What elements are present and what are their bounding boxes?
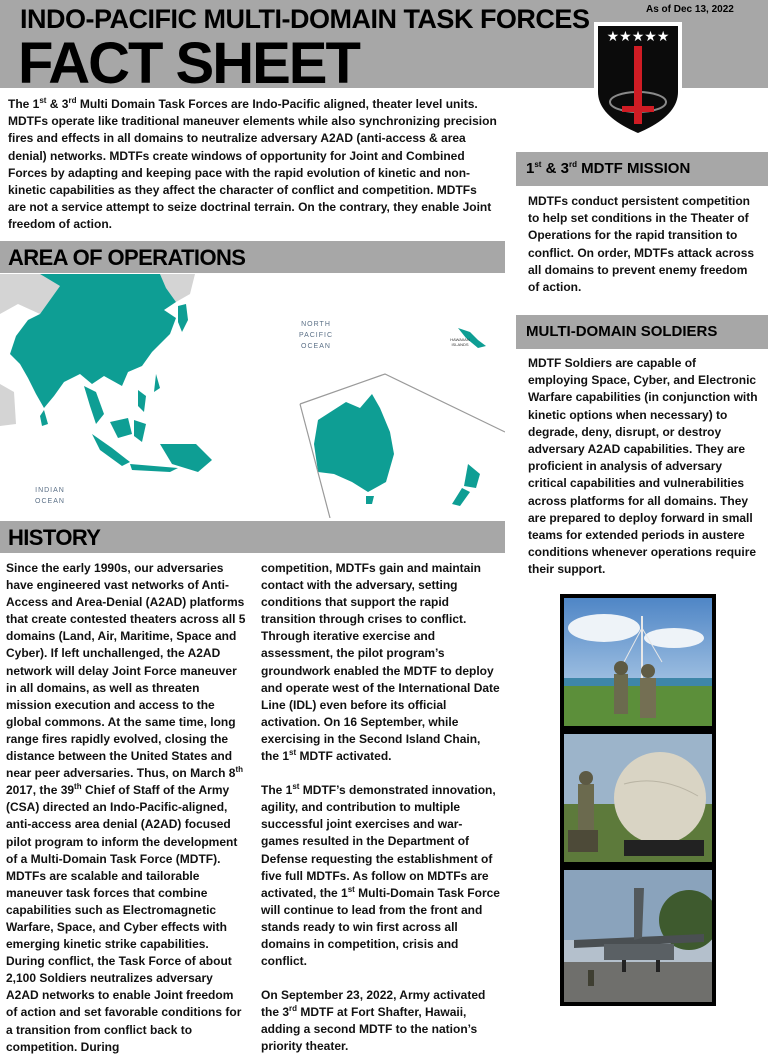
mission-heading-sup-b: rd (568, 160, 577, 169)
intro-text-a: The 1 (8, 97, 40, 111)
area-heading-band (0, 241, 505, 273)
north-pacific-label-1: NORTH (301, 321, 331, 328)
intro-paragraph (8, 96, 498, 234)
soldiers-text: MDTF Soldiers are capable of employing Space, Cyber, and Electronic Warfare capabilities (in conjunction with kinetic options when necessary) to degrade, deny, disrupt, or destroy adversary A2AD capabilities. They are proficient in analysis of adversary critical capabilities and vulnerabilities across platforms for all domains. They are prepared to deploy forward in small teams for extended periods in austere conditions whenever operations require their support. (528, 356, 758, 577)
history-col1-sup-b: th (74, 782, 82, 792)
hawaiian-label-1: HAWAIIAN (450, 337, 470, 342)
north-pacific-label-3: OCEAN (301, 343, 331, 350)
hawaiian-label-2: ISLANDS (451, 342, 469, 347)
as-of-date: As of Dec 13, 2022 (646, 4, 734, 15)
photo-strip (560, 594, 716, 1006)
history-heading-band (0, 521, 505, 553)
history-paragraph-1 (6, 560, 246, 1056)
history-col2-p2-c: Multi-Domain Task Force will continue to lead from the front and stands ready to win first across all domains in competition, crisis and conflict. (261, 885, 500, 969)
intro-sup-a: st (39, 96, 47, 105)
mission-heading-b: & 3 (541, 160, 569, 177)
history-col1-text-a: Since the early 1990s, our adversaries have engineered vast networks of Anti-Access and Area-Denial (A2AD) platforms that create contested theaters across all 5 domains (Land, Air, Maritime, Space and Cyber). If left unchallenged, the A2AD network will delay Joint Force maneuver in all domains, as well as threaten mission execution and access to the global commons. At the same time, long range fires rapidly evolved, closing the distance between the United States and near peer adversaries. Thus, on March 8 (6, 561, 246, 781)
indian-ocean-label-1: INDIAN (35, 487, 65, 494)
page-title: INDO-PACIFIC MULTI-DOMAIN TASK FORCES (20, 4, 590, 34)
emblem-stars: ★★★★★ (606, 29, 670, 45)
history-column-2 (261, 560, 500, 1056)
area-heading: AREA OF OPERATIONS (8, 245, 246, 270)
history-col2-p2-a: The 1 (261, 783, 293, 798)
indian-ocean-label-2: OCEAN (35, 498, 65, 505)
history-col1-text-b: 2017, the 39 (6, 783, 75, 798)
history-col2-p2-b: MDTF’s demonstrated innovation, agility, and contribution to multiple successful joint exercises and war-games resulted in the Department of Defense requesting the establishment of five full MDTFs. As follow on MDTFs are activated, the 1 (261, 783, 496, 900)
mission-text: MDTFs conduct persistent competition to help set conditions in the Theater of Operations for the rapid transition to conflict. On order, MDTFs attack across all domains to prevent enemy freedom of action. (528, 194, 755, 295)
history-col2-p1-b: MDTF activated. (296, 749, 392, 764)
unit-emblem-icon (592, 20, 684, 140)
mission-heading-band (516, 152, 768, 186)
history-heading: HISTORY (8, 525, 101, 550)
history-col2-p3-b: MDTF at Fort Shafter, Hawaii, adding a second MDTF to the nation’s priority theater. (261, 1005, 478, 1054)
soldiers-heading-band (516, 315, 768, 349)
antenna-field-photo-icon (564, 598, 712, 726)
history-col2-p1-a: competition, MDTFs gain and maintain contact with the adversary, setting conditions that support the rapid transition through crises to conflict. Through iterative exercise and assessment, the pilot program’s groundwork enabled the MDTF to deploy and operate west of the International Date Line (IDL) even before its official activation. On 16 September, while exercising in the Second Island Chain, the 1 (261, 561, 500, 764)
mission-heading (526, 160, 690, 177)
history-column-1 (6, 560, 246, 1056)
history-col2-p1-sup: st (289, 748, 297, 758)
satellite-dome-photo-icon (564, 734, 712, 862)
history-col2-p3-a: On September 23, 2022, Army activated the 3 (261, 988, 486, 1020)
history-paragraph-3 (261, 782, 500, 970)
soldiers-heading: MULTI-DOMAIN SOLDIERS (526, 323, 718, 340)
history-col2-p3-sup: rd (289, 1004, 298, 1014)
history-col2-p2-sup-b: st (347, 884, 355, 894)
aircraft-photo-icon (564, 870, 712, 1002)
page-subtitle: FACT SHEET (18, 31, 359, 96)
history-col2-p2-sup-a: st (292, 782, 300, 792)
area-of-operations-map (0, 274, 505, 518)
mission-heading-c: MDTF MISSION (576, 160, 691, 177)
mission-heading-a: 1 (526, 160, 535, 177)
intro-sup-b: rd (68, 96, 77, 105)
intro-text-b: & 3 (46, 97, 69, 111)
history-paragraph-4 (261, 987, 500, 1055)
history-col1-sup-a: th (235, 765, 243, 775)
history-col1-text-c: Chief of Staff of the Army (CSA) directed an Indo-Pacific-aligned, anti-access area denial (A2AD) focused pilot program to inform the development of a Multi-Domain Task Force (MDTF). MDTFs are scalable and tailorable maneuver task forces that combine capabilities such as Electromagnetic Warfare, Space, and Cyber effects with emerging kinetic strike capabilities. During conflict, the Task Force of about 2,100 Soldiers neutralizes adversary A2AD networks to enable Joint freedom of action and set favorable conditions for a transition from conflict back to competition. During (6, 783, 242, 1054)
north-pacific-label-2: PACIFIC (298, 332, 334, 339)
history-paragraph-2 (261, 560, 500, 765)
intro-text-c: Multi Domain Task Forces are Indo-Pacific aligned, theater level units. MDTFs operate like traditional maneuver elements while also synchronizing precision fires and effects in all domains to neutralize adversary A2AD (anti-access & area denial) networks. MDTFs create windows of opportunity for Joint and Combined Forces by adapting and keeping pace with the rapid evolution of kinetic and non-kinetic capabilities as they affect the character of conflict and competition. MDTFs are not a service attempt to seize doctrinal terrain. On the contrary, they enable Joint freedom of action. (8, 97, 497, 232)
mission-heading-sup-a: st (534, 160, 542, 169)
